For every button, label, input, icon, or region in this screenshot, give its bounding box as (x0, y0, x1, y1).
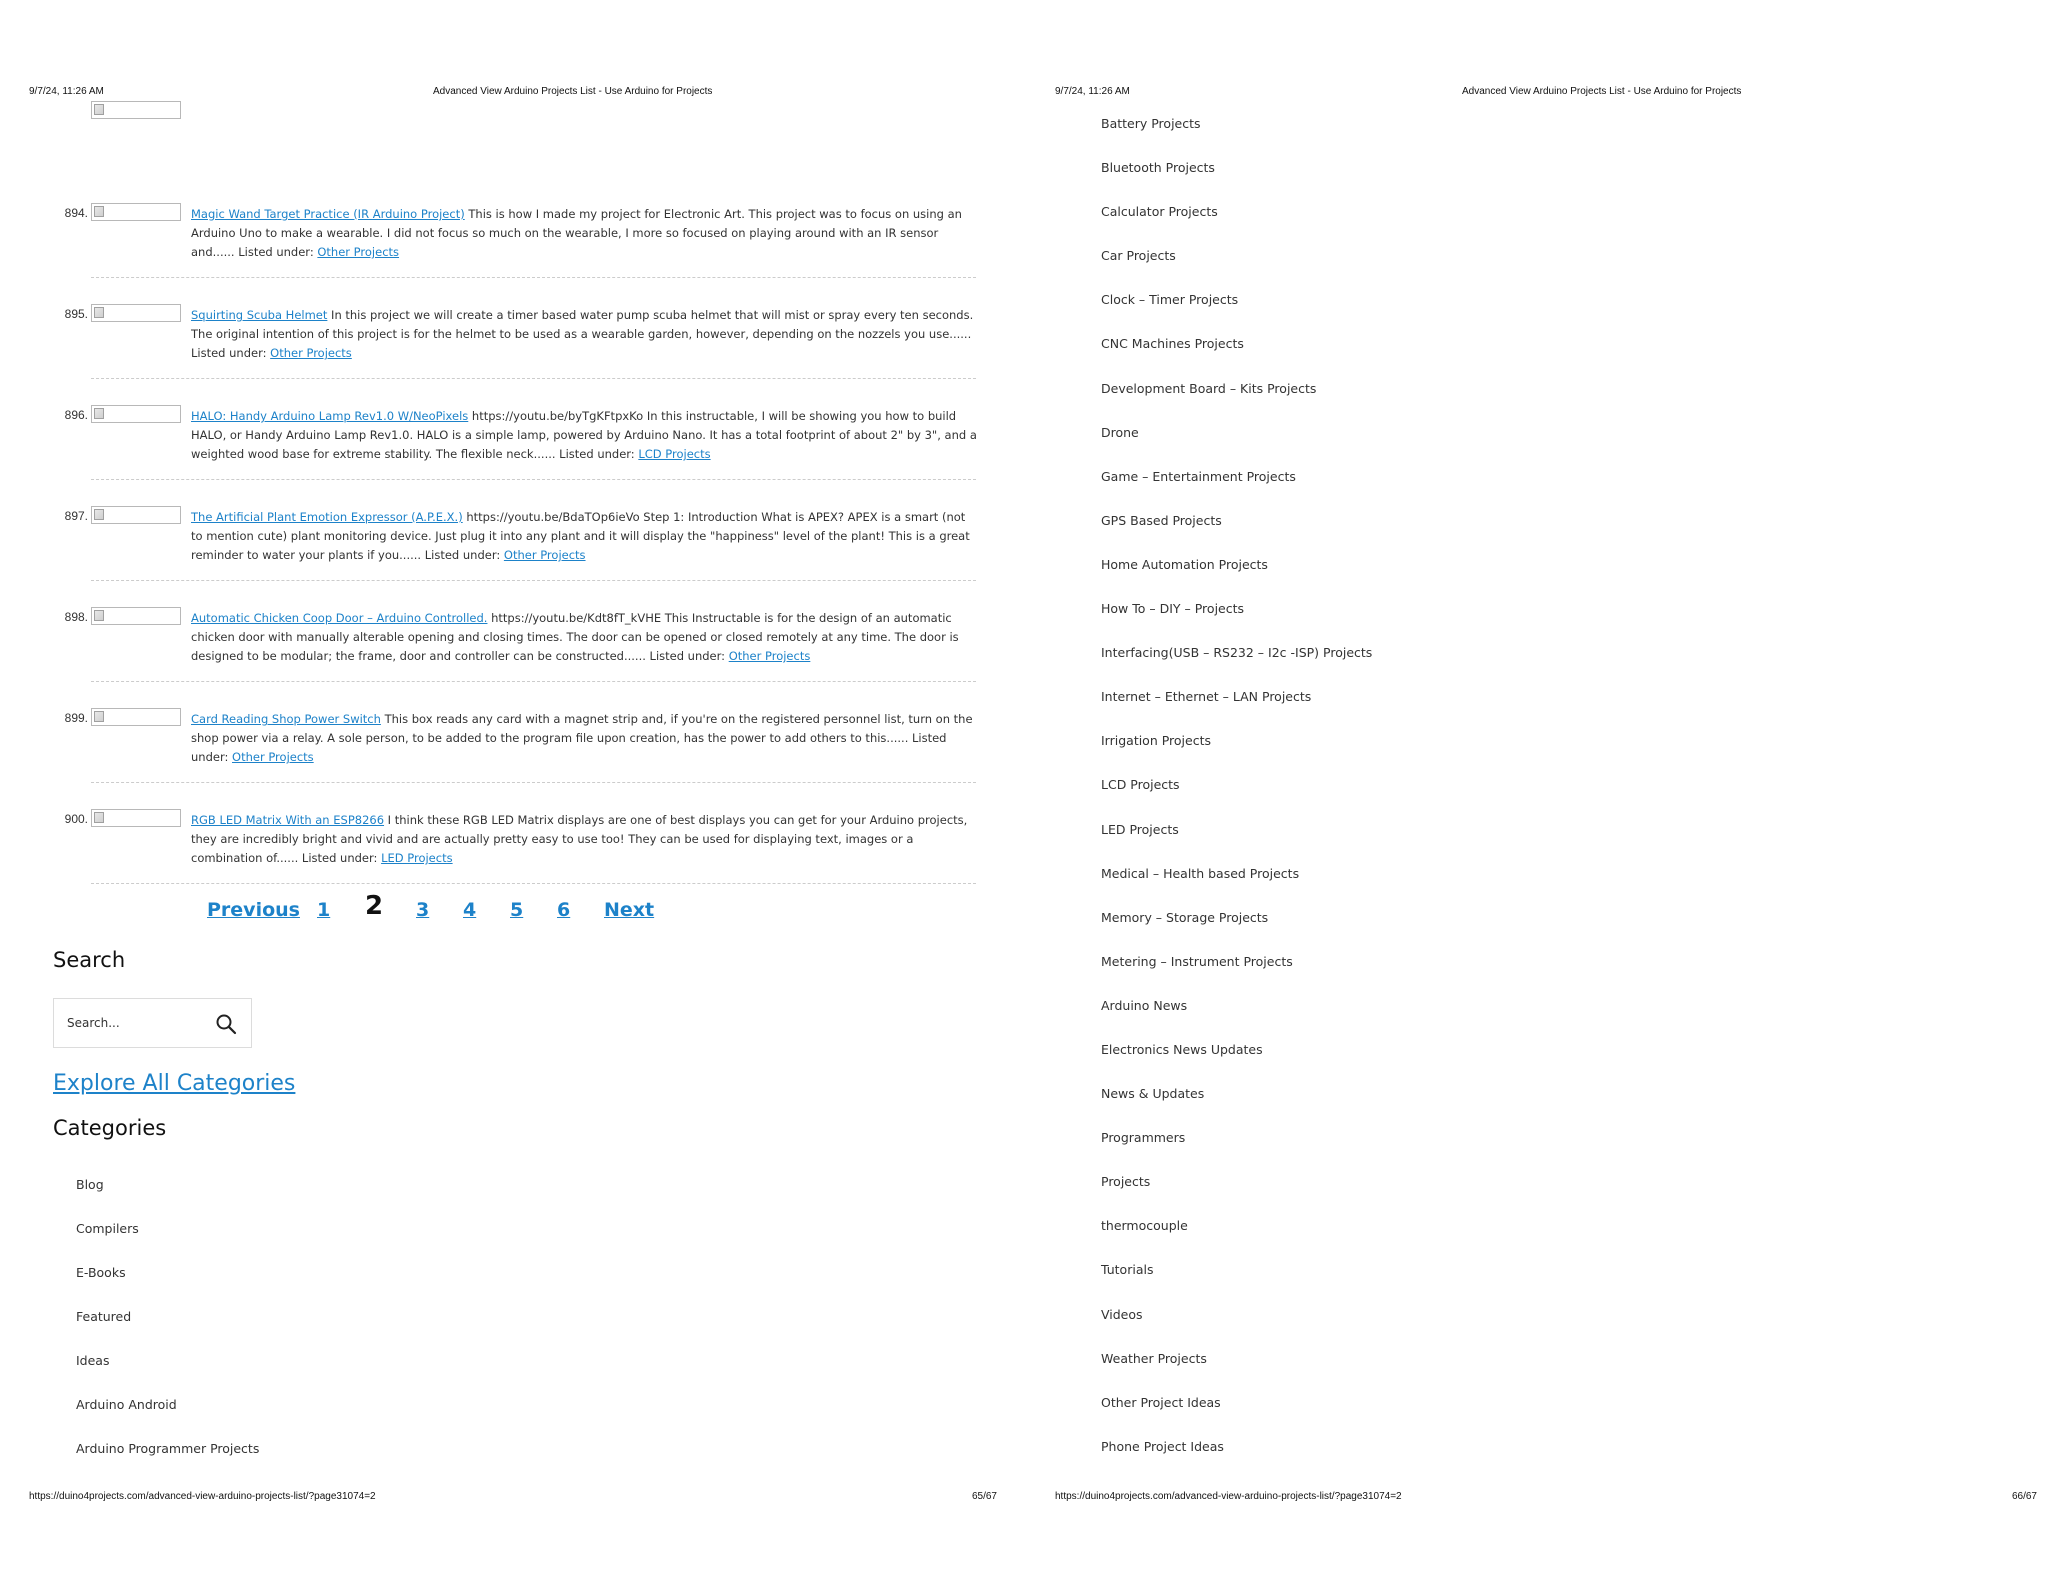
print-footer-page-number: 66/67 (2011, 1491, 2037, 1502)
category-item[interactable]: Calculator Projects (1101, 204, 1218, 220)
divider (91, 580, 976, 581)
project-title-link[interactable]: The Artificial Plant Emotion Expressor (A.P.E.X.) (191, 510, 463, 524)
project-title-link[interactable]: Card Reading Shop Power Switch (191, 712, 381, 726)
pagination (0, 891, 1024, 931)
search-icon[interactable] (214, 1012, 238, 1036)
category-item[interactable]: Internet – Ethernet – LAN Projects (1101, 689, 1312, 705)
divider (91, 277, 976, 278)
category-item[interactable]: Weather Projects (1101, 1350, 1207, 1366)
project-title-link[interactable]: Magic Wand Target Practice (IR Arduino Project) (191, 207, 465, 221)
project-text (191, 811, 977, 868)
pagination-current-page: 2 (365, 891, 384, 921)
category-item[interactable]: Home Automation Projects (1101, 556, 1268, 572)
category-item[interactable]: Ideas (76, 1353, 110, 1368)
category-item[interactable]: Clock – Timer Projects (1101, 292, 1239, 308)
category-item[interactable]: E-Books (76, 1265, 126, 1280)
category-item[interactable]: Bluetooth Projects (1101, 160, 1215, 176)
project-description: I think these RGB LED Matrix displays are one of best displays you can get for your Arduino projects, they are incredibly bright and vivid and are actually pretty easy to use too! They can be used for displaying text, images or a combination of...... Listed under: (191, 813, 968, 865)
category-item[interactable]: Projects (1101, 1174, 1151, 1190)
print-header-date: 9/7/24, 11:26 AM (1055, 86, 1130, 97)
category-item[interactable]: Metering – Instrument Projects (1101, 953, 1293, 969)
category-item[interactable]: News & Updates (1101, 1086, 1205, 1102)
broken-image-icon (91, 203, 181, 221)
category-item[interactable]: Compilers (76, 1221, 139, 1236)
category-item[interactable]: Arduino Programmer Projects (76, 1441, 260, 1456)
broken-image-icon (91, 809, 181, 827)
project-description: https://youtu.be/BdaTOp6ieVo Step 1: Introduction What is APEX? APEX is a smart (not to mention cute) plant monitoring device. Just plug it into any plant and it will display the "happiness" level of the plant! This is a great reminder to water your plants if you...... Listed under: (191, 510, 970, 562)
explore-all-categories-link[interactable]: Explore All Categories (53, 1071, 296, 1096)
project-number: 899. (64, 711, 88, 725)
broken-image-icon (91, 405, 181, 423)
project-number: 897. (64, 509, 88, 523)
project-description: In this project we will create a timer based water pump scuba helmet that will mist or spray every ten seconds. The original intention of this project is for the helmet to be used as a wearable garden, however, depending on the nozzels you use...... Listed under: (191, 308, 974, 360)
broken-image-icon (91, 607, 181, 625)
category-item[interactable]: Blog (76, 1177, 104, 1192)
broken-image-icon (91, 708, 181, 726)
print-header-title: Advanced View Arduino Projects List - Use Arduino for Projects (433, 86, 713, 97)
category-item[interactable]: LCD Projects (1101, 777, 1180, 793)
category-list-left (76, 1175, 259, 1483)
broken-image-icon (91, 101, 181, 119)
categories-heading: Categories (53, 1116, 167, 1140)
category-item[interactable]: Medical – Health based Projects (1101, 865, 1300, 881)
category-item[interactable]: GPS Based Projects (1101, 512, 1222, 528)
project-title-link[interactable]: Automatic Chicken Coop Door – Arduino Controlled. (191, 611, 488, 625)
print-footer-page-number: 65/67 (971, 1491, 997, 1502)
category-item[interactable]: Interfacing(USB – RS232 – I2c -ISP) Projects (1101, 645, 1373, 661)
broken-image-icon (91, 304, 181, 322)
project-category-link[interactable]: Other Projects (232, 750, 314, 764)
project-text (191, 508, 977, 565)
pagination-page-5-link[interactable]: 5 (510, 899, 524, 921)
category-item[interactable]: Battery Projects (1101, 116, 1201, 131)
category-item[interactable]: How To – DIY – Projects (1101, 601, 1245, 617)
divider (91, 479, 976, 480)
category-item[interactable]: Other Project Ideas (1101, 1394, 1221, 1410)
category-item[interactable]: Tutorials (1101, 1262, 1154, 1278)
search-box (53, 998, 252, 1048)
category-item[interactable]: Irrigation Projects (1101, 733, 1212, 749)
category-item[interactable]: CNC Machines Projects (1101, 336, 1244, 352)
category-item[interactable]: Phone Project Ideas (1101, 1438, 1224, 1454)
project-text (191, 407, 977, 464)
project-description: https://youtu.be/Kdt8fT_kVHE This Instructable is for the design of an automatic chicken door with manually alterable opening and closing times. The door can be opened or closed remotely at any time. The door is designed to be modular; the frame, door and controller can be constructed...... Listed under: (191, 611, 959, 663)
category-item[interactable]: Development Board – Kits Projects (1101, 380, 1317, 396)
project-description: https://youtu.be/byTgKFtpxKo In this instructable, I will be showing you how to build HALO, or Handy Arduino Lamp Rev1.0. HALO is a simple lamp, powered by Arduino Nano. It has a total footprint of about 2" by 3", and a weighted wood base for extreme stability. The flexible neck...... Listed under: (191, 409, 977, 461)
category-list-right (1101, 114, 1372, 1481)
broken-image-icon (91, 506, 181, 524)
project-category-link[interactable]: Other Projects (317, 245, 400, 259)
pagination-previous-link[interactable]: Previous (207, 899, 300, 921)
project-category-link[interactable]: Other Projects (728, 649, 811, 663)
project-item (0, 301, 1024, 402)
category-item[interactable]: Arduino News (1101, 997, 1188, 1013)
project-number: 895. (64, 307, 88, 321)
search-input[interactable] (67, 1013, 197, 1033)
category-item[interactable]: Electronics News Updates (1101, 1041, 1263, 1057)
project-item (0, 705, 1024, 806)
print-header-title: Advanced View Arduino Projects List - Use Arduino for Projects (1462, 86, 1742, 97)
category-item[interactable]: Videos (1101, 1306, 1143, 1322)
divider (91, 378, 976, 379)
category-item[interactable]: LED Projects (1101, 821, 1179, 837)
project-description: This is how I made my project for Electronic Art. This project was to focus on using an Arduino Uno to make a wearable. I did not focus so much on the wearable, I more so focused on playing around with an IR sensor and...... Listed under: (191, 207, 962, 259)
pagination-next-link[interactable]: Next (604, 899, 655, 921)
category-item[interactable]: Drone (1101, 424, 1139, 440)
project-text (191, 306, 977, 363)
project-title-link[interactable]: RGB LED Matrix With an ESP8266 (191, 813, 385, 827)
project-number: 898. (64, 610, 88, 624)
project-category-link[interactable]: Other Projects (503, 548, 586, 562)
divider (91, 782, 976, 783)
print-page-right (1024, 0, 2048, 1582)
category-item[interactable]: Car Projects (1101, 248, 1176, 264)
search-heading: Search (53, 948, 126, 972)
print-header-date: 9/7/24, 11:26 AM (29, 86, 104, 97)
project-category-link[interactable]: LED Projects (381, 851, 453, 865)
pagination-page-3-link[interactable]: 3 (416, 899, 430, 921)
project-description: This box reads any card with a magnet strip and, if you're on the registered personnel list, turn on the shop power via a relay. A sole person, to be added to the program file upon creation, has the power to add others to this...... Listed under: (191, 712, 973, 764)
category-item[interactable]: Programmers (1101, 1130, 1186, 1146)
project-text (191, 609, 977, 666)
project-category-link[interactable]: LCD Projects (638, 447, 711, 461)
project-text (191, 205, 977, 262)
category-item[interactable]: Featured (76, 1309, 132, 1324)
project-text (191, 710, 977, 767)
category-item[interactable]: thermocouple (1101, 1218, 1188, 1234)
pagination-page-6-link[interactable]: 6 (557, 899, 571, 921)
divider (91, 681, 976, 682)
project-item (0, 503, 1024, 604)
project-item (0, 604, 1024, 705)
category-item[interactable]: Arduino Android (76, 1397, 177, 1412)
project-number: 896. (64, 408, 88, 422)
project-item (0, 200, 1024, 301)
project-number: 900. (64, 812, 88, 826)
category-item[interactable]: Game – Entertainment Projects (1101, 468, 1296, 484)
divider (91, 883, 976, 884)
print-footer-url: https://duino4projects.com/advanced-view-arduino-projects-list/?page31074=2 (1055, 1491, 1402, 1502)
category-item[interactable]: Memory – Storage Projects (1101, 909, 1269, 925)
project-category-link[interactable]: Other Projects (270, 346, 352, 360)
project-title-link[interactable]: Squirting Scuba Helmet (191, 308, 328, 322)
pagination-page-4-link[interactable]: 4 (463, 899, 477, 921)
project-item (0, 402, 1024, 503)
project-title-link[interactable]: HALO: Handy Arduino Lamp Rev1.0 W/NeoPixels (191, 409, 469, 423)
pagination-page-1-link[interactable]: 1 (317, 899, 331, 921)
project-list (0, 200, 1024, 907)
project-number: 894. (64, 206, 88, 220)
print-footer-url: https://duino4projects.com/advanced-view-arduino-projects-list/?page31074=2 (29, 1491, 376, 1502)
